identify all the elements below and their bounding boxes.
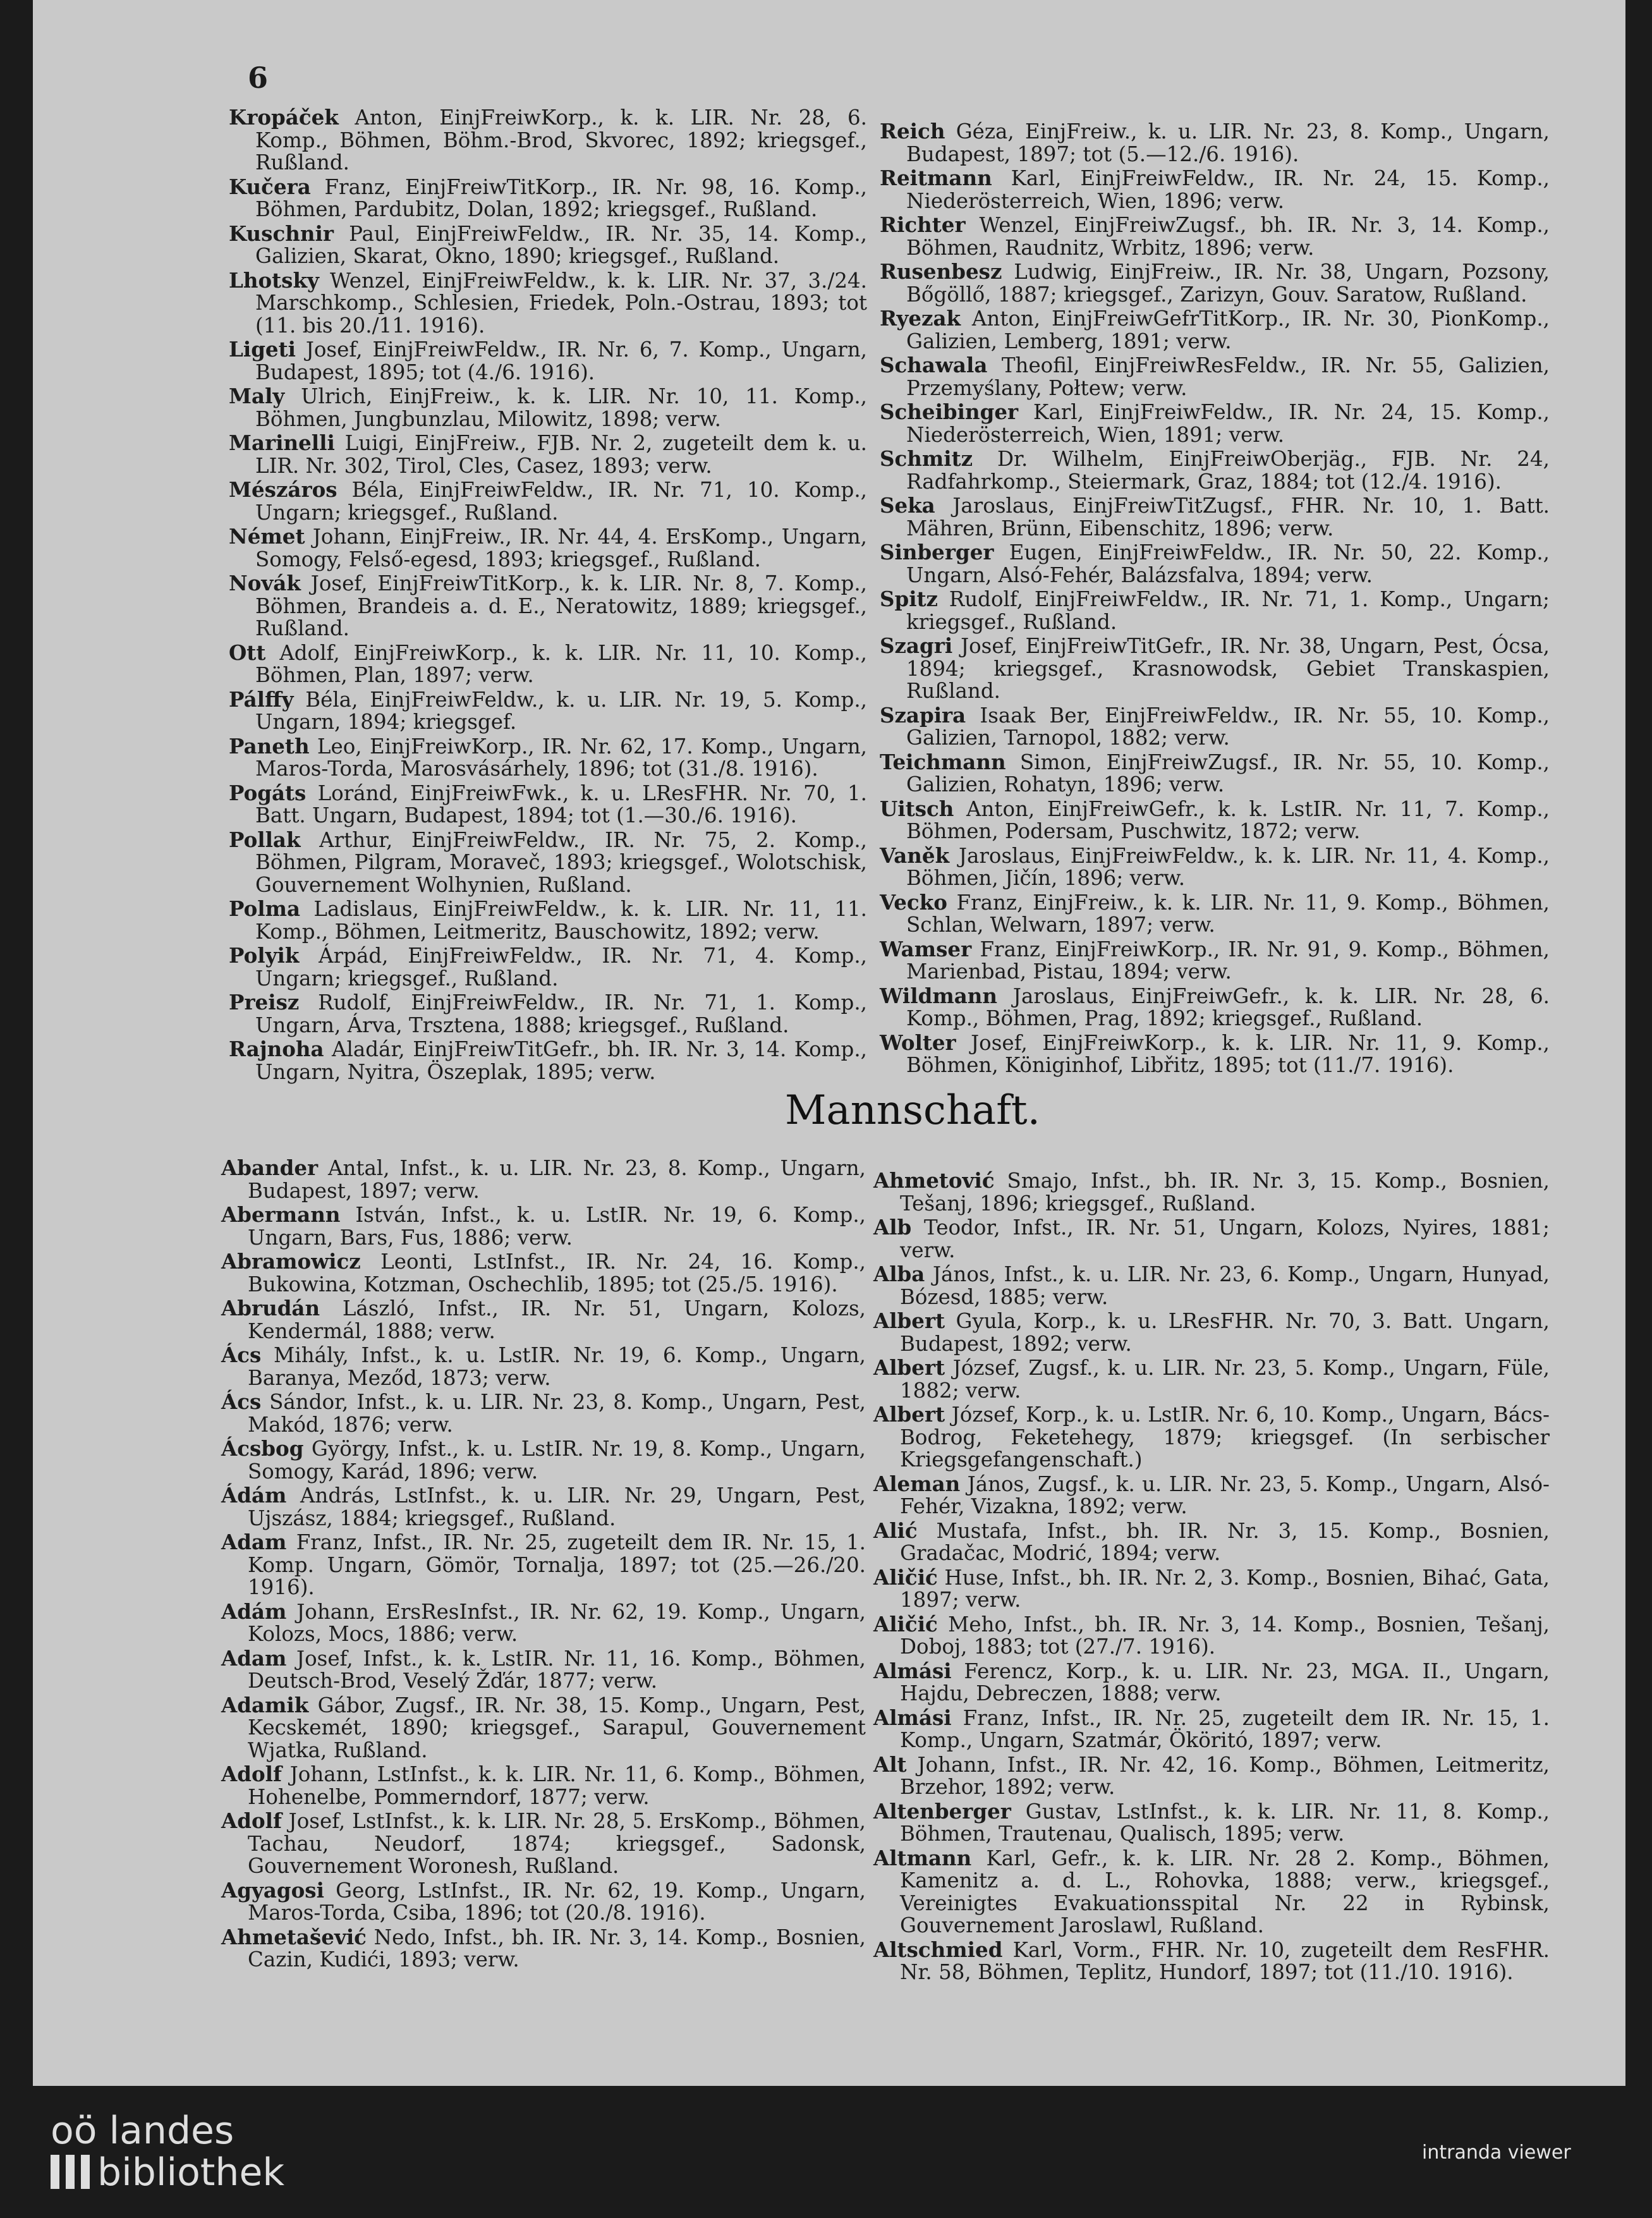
record-surname: Alt <box>873 1752 907 1777</box>
record-details: Karl, Vorm., FHR. Nr. 10, zugeteilt dem ResFHR. Nr. 58, Böhmen, Teplitz, Hundorf, 1897; tot (11./10. 1916). <box>900 1937 1550 1984</box>
record-entry <box>229 176 867 221</box>
record-surname: Ács <box>221 1343 262 1367</box>
record-details: Paul, EinjFreiwFeldw., IR. Nr. 35, 14. Komp., Galizien, Skarat, Okno, 1890; kriegsgef., Rußland. <box>255 221 867 268</box>
record-details: Franz, Infst., IR. Nr. 25, zugeteilt dem IR. Nr. 15, 1. Komp. Ungarn, Gömör, Tornalja, 1897; tot (25.—26./20. 1916). <box>248 1530 866 1599</box>
record-entry <box>873 1800 1550 1846</box>
record-entry <box>229 269 867 338</box>
record-surname: Spitz <box>880 587 938 611</box>
record-details: Jaroslaus, EinjFreiwFeldw., k. k. LIR. Nr. 11, 4. Komp., Böhmen, Jičín, 1896; verw. <box>906 843 1550 890</box>
record-details: János, Infst., k. u. LIR. Nr. 23, 6. Komp., Ungarn, Hunyad, Bózesd, 1885; verw. <box>900 1262 1550 1309</box>
record-entry <box>880 1032 1550 1077</box>
record-surname: Polma <box>229 896 301 921</box>
record-surname: Abramowicz <box>221 1249 361 1274</box>
record-details: Anton, EinjFreiwKorp., k. k. LIR. Nr. 28, 6. Komp., Böhmen, Böhm.-Brod, Skvorec, 1892; kriegsgef., Rußland. <box>255 106 867 174</box>
record-details: Jaroslaus, EinjFreiwTitZugsf., FHR. Nr. 10, 1. Batt. Mähren, Brünn, Eibenschitz, 1896; verw. <box>906 494 1550 540</box>
record-details: András, LstInfst., k. u. LIR. Nr. 29, Ungarn, Pest, Ujszász, 1884; kriegsgef., Rußland. <box>248 1484 866 1530</box>
record-surname: Schawala <box>880 353 988 377</box>
document-page <box>33 0 1625 2086</box>
record-surname: Vaněk <box>880 843 950 868</box>
record-entry <box>880 704 1550 750</box>
record-entry <box>221 1391 866 1436</box>
record-surname: Sinberger <box>880 540 994 564</box>
record-surname: Mészáros <box>229 477 337 502</box>
record-entry <box>221 1344 866 1389</box>
record-entry <box>873 1169 1550 1215</box>
record-details: Franz, Infst., IR. Nr. 25, zugeteilt dem IR. Nr. 15, 1. Komp., Ungarn, Szatmár, Ököritó, 1897; verw. <box>900 1705 1550 1752</box>
record-surname: Albert <box>873 1402 945 1427</box>
record-entry <box>229 898 867 943</box>
record-details: Josef, EinjFreiwTitKorp., k. k. LIR. Nr. 8, 7. Komp., Böhmen, Brandeis a. d. E., Neratowitz, 1889; kriegsgef., Rußland. <box>255 571 867 640</box>
record-entry <box>221 1297 866 1343</box>
record-details: Mihály, Infst., k. u. LstIR. Nr. 19, 6. Komp., Ungarn, Baranya, Meződ, 1873; verw. <box>248 1343 866 1390</box>
record-surname: Albert <box>873 1308 945 1333</box>
record-entry <box>873 1473 1550 1518</box>
record-details: József, Zugsf., k. u. LIR. Nr. 23, 5. Komp., Ungarn, Füle, 1882; verw. <box>900 1356 1550 1403</box>
record-surname: Teichmann <box>880 749 1006 774</box>
record-entry <box>873 1847 1550 1937</box>
record-surname: Almási <box>873 1705 952 1730</box>
record-entry <box>229 688 867 734</box>
record-details: Ferencz, Korp., k. u. LIR. Nr. 23, MGA. II., Ungarn, Hajdu, Debreczen, 1888; verw. <box>900 1659 1550 1705</box>
record-surname: Uitsch <box>880 796 954 821</box>
record-surname: Kropáček <box>229 105 339 130</box>
record-surname: Adam <box>221 1530 287 1554</box>
record-details: Josef, EinjFreiwKorp., k. k. LIR. Nr. 11, 9. Komp., Böhmen, Königinhof, Libřitz, 1895; tot (11./7. 1916). <box>906 1030 1550 1077</box>
record-surname: Preisz <box>229 990 300 1015</box>
record-details: Johann, Infst., IR. Nr. 42, 16. Komp., Böhmen, Leitmeritz, Brzehor, 1892; verw. <box>900 1752 1550 1799</box>
record-surname: Abrudán <box>221 1296 320 1320</box>
record-entry <box>221 1600 866 1646</box>
record-details: Huse, Infst., bh. IR. Nr. 2, 3. Komp., Bosnien, Bihać, Gata, 1897; verw. <box>900 1565 1550 1612</box>
record-details: Árpád, EinjFreiwFeldw., IR. Nr. 71, 4. Komp., Ungarn; kriegsgef., Rußland. <box>255 944 867 990</box>
record-entry <box>221 1647 866 1693</box>
record-surname: Marinelli <box>229 430 335 455</box>
record-surname: Wolter <box>880 1030 956 1055</box>
record-surname: Ahmetašević <box>221 1924 367 1949</box>
record-surname: Wamser <box>880 936 972 961</box>
record-details: Adolf, EinjFreiwKorp., k. k. LIR. Nr. 11, 10. Komp., Böhmen, Plan, 1897; verw. <box>255 640 867 687</box>
record-entry <box>873 1520 1550 1565</box>
record-surname: Adolf <box>221 1808 282 1833</box>
viewer-brand[interactable]: intranda viewer <box>1422 2142 1571 2164</box>
record-surname: Wildmann <box>880 983 998 1008</box>
record-entry <box>221 1531 866 1599</box>
record-entry <box>873 1356 1550 1402</box>
record-entry <box>873 1263 1550 1308</box>
record-details: Béla, EinjFreiwFeldw., k. u. LIR. Nr. 19, 5. Komp., Ungarn, 1894; kriegsgef. <box>255 687 867 734</box>
record-entry <box>229 432 867 477</box>
record-entry <box>229 478 867 524</box>
record-surname: Adamik <box>221 1692 309 1717</box>
record-details: Meho, Infst., bh. IR. Nr. 3, 14. Komp., Bosnien, Tešanj, Doboj, 1883; tot (27./7. 1916). <box>900 1612 1550 1659</box>
record-entry <box>873 1613 1550 1659</box>
record-details: Josef, EinjFreiwTitGefr., IR. Nr. 38, Ungarn, Pest, Ócsa, 1894; kriegsgef., Krasnowodsk, Gebiet Transkaspien, Rußland. <box>906 634 1550 703</box>
record-details: Béla, EinjFreiwFeldw., IR. Nr. 71, 10. Komp., Ungarn; kriegsgef., Rußland. <box>255 478 867 525</box>
record-details: Rudolf, EinjFreiwFeldw., IR. Nr. 71, 1. Komp., Ungarn; kriegsgef., Rußland. <box>906 587 1550 634</box>
record-details: Karl, Gefr., k. k. LIR. Nr. 28 2. Komp., Böhmen, Kamenitz a. d. L., Rohovka, 1888; verw., kriegsgef., Vereinigtes Evakuationsspital Nr. 22 in Rybinsk, Gouvernement Jaroslawl, Rußland. <box>900 1846 1550 1937</box>
record-surname: Pálffy <box>229 686 294 712</box>
record-surname: Pollak <box>229 827 301 852</box>
record-surname: Ligeti <box>229 337 296 362</box>
record-entry <box>221 1203 866 1249</box>
record-entry <box>880 494 1550 540</box>
record-surname: Aličić <box>873 1611 938 1636</box>
record-surname: Szagri <box>880 633 953 658</box>
record-details: Dr. Wilhelm, EinjFreiwOberjäg., FJB. Nr. 24, Radfahrkomp., Steiermark, Graz, 1884; tot (12./4. 1916). <box>906 447 1550 494</box>
record-entry <box>880 448 1550 493</box>
record-entry <box>880 844 1550 890</box>
record-entry <box>873 1939 1550 1984</box>
record-details: Franz, EinjFreiwTitKorp., IR. Nr. 98, 16. Komp., Böhmen, Pardubitz, Dolan, 1892; kriegsgef., Rußland. <box>255 174 867 221</box>
record-entry <box>221 1157 866 1202</box>
record-surname: Reich <box>880 119 945 143</box>
record-entry <box>229 222 867 268</box>
record-entry <box>221 1879 866 1925</box>
record-details: Géza, EinjFreiw., k. u. LIR. Nr. 23, 8. Komp., Ungarn, Budapest, 1897; tot (5.—12./6. 1916). <box>906 119 1550 166</box>
record-entry <box>873 1753 1550 1799</box>
logo-line-2: bibliothek <box>97 2150 285 2195</box>
record-details: László, Infst., IR. Nr. 51, Ungarn, Kolozs, Kendermál, 1888; verw. <box>248 1296 866 1343</box>
record-surname: Rajnoha <box>229 1037 324 1061</box>
record-surname: Szapira <box>880 702 966 728</box>
record-surname: Agyagosi <box>221 1877 324 1903</box>
record-entry <box>229 735 867 781</box>
record-surname: Alba <box>873 1262 925 1286</box>
record-surname: Maly <box>229 384 285 408</box>
record-details: Ladislaus, EinjFreiwFeldw., k. k. LIR. Nr. 11, 11. Komp., Böhmen, Leitmeritz, Bauschowitz, 1892; verw. <box>255 897 867 944</box>
record-details: Gustav, LstInfst., k. k. LIR. Nr. 11, 8. Komp., Böhmen, Trautenau, Qualisch, 1895; verw. <box>900 1799 1550 1846</box>
record-surname: Altschmied <box>873 1937 1003 1962</box>
record-surname: Richter <box>880 212 966 237</box>
record-surname: Rusenbesz <box>880 259 1002 284</box>
record-details: Josef, Infst., k. k. LstIR. Nr. 11, 16. Komp., Böhmen, Deutsch-Brod, Veselý Žďár, 1877; verw. <box>248 1646 866 1693</box>
record-details: Johann, EinjFreiw., IR. Nr. 44, 4. ErsKomp., Ungarn, Somogy, Felső-egesd, 1893; kriegsgef., Rußland. <box>255 525 867 571</box>
record-details: Luigi, EinjFreiw., FJB. Nr. 2, zugeteilt dem k. u. LIR. Nr. 302, Tirol, Cles, Casez, 1893; verw. <box>255 431 867 478</box>
record-surname: Alić <box>873 1518 918 1543</box>
record-details: Loránd, EinjFreiwFwk., k. u. LResFHR. Nr. 70, 1. Batt. Ungarn, Budapest, 1894; tot (1.—30./6. 1916). <box>255 781 867 827</box>
record-surname: Ácsbog <box>221 1436 304 1461</box>
top-left-column <box>229 106 867 1085</box>
record-details: Leo, EinjFreiwKorp., IR. Nr. 62, 17. Komp., Ungarn, Maros-Torda, Marosvásárhely, 1896; tot (31./8. 1916). <box>255 734 867 781</box>
record-entry <box>880 401 1550 446</box>
library-logo[interactable] <box>51 2110 284 2193</box>
record-surname: Adolf <box>221 1762 282 1786</box>
record-entry <box>229 572 867 640</box>
record-entry <box>873 1403 1550 1472</box>
record-details: József, Korp., k. u. LstIR. Nr. 6, 10. Komp., Ungarn, Bács-Bodrog, Feketehegy, 1879; kriegsgef. (In serbischer Kriegsgefangenschaft.) <box>900 1403 1550 1472</box>
record-details: György, Infst., k. u. LstIR. Nr. 19, 8. Komp., Ungarn, Somogy, Karád, 1896; verw. <box>248 1437 866 1484</box>
logo-bars-icon <box>51 2155 91 2189</box>
record-surname: Pogáts <box>229 780 307 805</box>
logo-line-1: oö landes <box>51 2109 234 2153</box>
record-entry <box>873 1660 1550 1705</box>
top-right-column <box>880 120 1550 1078</box>
record-surname: Polyik <box>229 943 300 968</box>
record-details: Ulrich, EinjFreiw., k. k. LIR. Nr. 10, 11. Komp., Böhmen, Jungbunzlau, Milowitz, 1898; verw. <box>255 384 867 431</box>
record-details: Mustafa, Infst., bh. IR. Nr. 3, 15. Komp., Bosnien, Gradačac, Modrić, 1894; verw. <box>900 1518 1550 1565</box>
record-surname: Ács <box>221 1389 262 1414</box>
record-details: Ludwig, EinjFreiw., IR. Nr. 38, Ungarn, Pozsony, Bőgöllő, 1887; kriegsgef., Zarizyn, Gouv. Saratow, Rußland. <box>906 260 1550 307</box>
record-entry <box>221 1250 866 1296</box>
record-details: Nedo, Infst., bh. IR. Nr. 3, 14. Komp., Bosnien, Cazin, Kudići, 1893; verw. <box>248 1925 866 1971</box>
record-entry <box>880 260 1550 306</box>
record-entry <box>221 1437 866 1483</box>
record-entry <box>880 541 1550 587</box>
record-details: Leonti, LstInfst., IR. Nr. 24, 16. Komp., Bukowina, Kotzman, Oschechlib, 1895; tot (25./5. 1916). <box>248 1250 866 1296</box>
record-entry <box>880 167 1550 212</box>
record-surname: Német <box>229 524 305 549</box>
record-entry <box>873 1310 1550 1355</box>
record-details: Karl, EinjFreiwFeldw., IR. Nr. 24, 15. Komp., Niederösterreich, Wien, 1891; verw. <box>906 400 1550 447</box>
record-details: Anton, EinjFreiwGefrTitKorp., IR. Nr. 30, PionKomp., Galizien, Lemberg, 1891; verw. <box>906 307 1550 353</box>
record-details: Johann, ErsResInfst., IR. Nr. 62, 19. Komp., Ungarn, Kolozs, Mocs, 1886; verw. <box>248 1599 866 1646</box>
record-surname: Reitmann <box>880 166 992 190</box>
record-details: Jaroslaus, EinjFreiwGefr., k. k. LIR. Nr. 28, 6. Komp., Böhmen, Prag, 1892; kriegsgef., Rußland. <box>906 984 1550 1030</box>
record-surname: Altenberger <box>873 1798 1011 1824</box>
record-entry <box>229 106 867 174</box>
record-entry <box>229 525 867 571</box>
record-entry <box>880 307 1550 353</box>
record-details: Simon, EinjFreiwZugsf., IR. Nr. 55, 10. Komp., Galizien, Rohatyn, 1896; verw. <box>906 750 1550 796</box>
record-surname: Schmitz <box>880 446 973 471</box>
record-details: István, Infst., k. u. LstIR. Nr. 19, 6. Komp., Ungarn, Bars, Fus, 1886; verw. <box>248 1203 866 1250</box>
record-details: Franz, EinjFreiwKorp., IR. Nr. 91, 9. Komp., Böhmen, Marienbad, Pistau, 1894; verw. <box>906 937 1550 984</box>
record-surname: Abermann <box>221 1202 341 1227</box>
record-entry <box>880 354 1550 399</box>
record-details: Gábor, Zugsf., IR. Nr. 38, 15. Komp., Ungarn, Pest, Kecskemét, 1890; kriegsgef., Sarapul, Gouvernement Wjatka, Rußland. <box>248 1693 866 1762</box>
record-details: Wenzel, EinjFreiwZugsf., bh. IR. Nr. 3, 14. Komp., Böhmen, Raudnitz, Wrbitz, 1896; verw. <box>906 213 1550 260</box>
record-details: Aladár, EinjFreiwTitGefr., bh. IR. Nr. 3, 14. Komp., Ungarn, Nyitra, Öszeplak, 1895; verw. <box>255 1037 867 1084</box>
record-surname: Alb <box>873 1215 912 1240</box>
record-surname: Abander <box>221 1155 319 1180</box>
record-surname: Kučera <box>229 174 311 199</box>
record-entry <box>873 1566 1550 1612</box>
record-details: Antal, Infst., k. u. LIR. Nr. 23, 8. Komp., Ungarn, Budapest, 1897; verw. <box>248 1156 866 1203</box>
record-details: Josef, LstInfst., k. k. LIR. Nr. 28, 5. ErsKomp., Böhmen, Tachau, Neudorf, 1874; kriegsgef., Sadonsk, Gouvernement Woronesh, Rußland. <box>248 1809 866 1878</box>
record-details: Isaak Ber, EinjFreiwFeldw., IR. Nr. 55, 10. Komp., Galizien, Tarnopol, 1882; verw. <box>906 703 1550 750</box>
record-surname: Lhotsky <box>229 267 319 293</box>
record-entry <box>229 1038 867 1083</box>
record-details: Teodor, Infst., IR. Nr. 51, Ungarn, Kolozs, Nyires, 1881; verw. <box>900 1216 1550 1262</box>
record-surname: Ott <box>229 640 266 665</box>
record-entry <box>880 214 1550 259</box>
record-surname: Novák <box>229 571 301 595</box>
record-entry <box>880 985 1550 1030</box>
record-entry <box>221 1810 866 1878</box>
record-details: Eugen, EinjFreiwFeldw., IR. Nr. 50, 22. Komp., Ungarn, Alsó-Fehér, Balázsfalva, 1894; verw. <box>906 540 1550 587</box>
record-entry <box>229 338 867 384</box>
record-surname: Adám <box>221 1599 287 1624</box>
record-surname: Aličić <box>873 1564 938 1590</box>
record-surname: Ryezak <box>880 306 961 331</box>
record-entry <box>229 642 867 687</box>
record-details: Smajo, Infst., bh. IR. Nr. 3, 15. Komp., Bosnien, Tešanj, 1896; kriegsgef., Rußland. <box>900 1169 1550 1216</box>
record-surname: Scheibinger <box>880 399 1019 424</box>
record-entry <box>880 635 1550 703</box>
record-details: János, Zugsf., k. u. LIR. Nr. 23, 5. Komp., Ungarn, Alsó-Fehér, Vizakna, 1892; verw. <box>900 1472 1550 1518</box>
record-details: Karl, EinjFreiwFeldw., IR. Nr. 24, 15. Komp., Niederösterreich, Wien, 1896; verw. <box>906 166 1550 213</box>
page-number: 6 <box>248 61 269 95</box>
record-entry <box>221 1763 866 1808</box>
record-entry <box>221 1926 866 1971</box>
record-details: Sándor, Infst., k. u. LIR. Nr. 23, 8. Komp., Ungarn, Pest, Makód, 1876; verw. <box>248 1390 866 1437</box>
record-entry <box>873 1216 1550 1262</box>
bottom-left-column <box>221 1157 866 1973</box>
record-entry <box>880 798 1550 843</box>
record-entry <box>229 991 867 1037</box>
bottom-right-column <box>873 1169 1550 1985</box>
record-details: Gyula, Korp., k. u. LResFHR. Nr. 70, 3. Batt. Ungarn, Budapest, 1892; verw. <box>900 1309 1550 1356</box>
record-details: Rudolf, EinjFreiwFeldw., IR. Nr. 71, 1. Komp., Ungarn, Árva, Trsztena, 1888; kriegsgef., Rußland. <box>255 990 867 1037</box>
record-surname: Seka <box>880 493 935 518</box>
record-entry <box>221 1694 866 1762</box>
record-surname: Adam <box>221 1645 287 1671</box>
record-details: Arthur, EinjFreiwFeldw., IR. Nr. 75, 2. Komp., Böhmen, Pilgram, Moraveč, 1893; kriegsgef., Wolotschisk, Gouvernement Wolhynien, Rußland. <box>255 827 867 897</box>
record-surname: Ádám <box>221 1483 287 1508</box>
record-surname: Albert <box>873 1355 945 1380</box>
record-details: Wenzel, EinjFreiwFeldw., k. k. LIR. Nr. 37, 3./24. Marschkomp., Schlesien, Friedek, Poln.-Ostrau, 1893; tot (11. bis 20./11. 1916). <box>255 268 867 338</box>
record-surname: Almási <box>873 1658 952 1683</box>
record-details: Theofil, EinjFreiwResFeldw., IR. Nr. 55, Galizien, Przemyślany, Połtew; verw. <box>906 353 1550 400</box>
record-surname: Paneth <box>229 733 310 759</box>
record-entry <box>880 751 1550 796</box>
record-entry <box>880 891 1550 937</box>
record-details: Georg, LstInfst., IR. Nr. 62, 19. Komp., Ungarn, Maros-Torda, Csiba, 1896; tot (20./8. 1916). <box>248 1878 866 1925</box>
record-surname: Aleman <box>873 1471 961 1496</box>
record-entry <box>229 782 867 827</box>
record-entry <box>229 829 867 897</box>
record-surname: Vecko <box>880 889 947 915</box>
record-entry <box>880 120 1550 166</box>
section-heading: Mannschaft. <box>785 1087 1040 1134</box>
record-entry <box>229 944 867 990</box>
record-entry <box>880 938 1550 984</box>
record-surname: Altmann <box>873 1845 972 1870</box>
record-details: Johann, LstInfst., k. k. LIR. Nr. 11, 6. Komp., Böhmen, Hohenelbe, Pommerndorf, 1877; verw. <box>248 1762 866 1809</box>
record-surname: Ahmetović <box>873 1168 995 1193</box>
record-details: Anton, EinjFreiwGefr., k. k. LstIR. Nr. 11, 7. Komp., Böhmen, Podersam, Puschwitz, 1872; verw. <box>906 796 1550 843</box>
record-entry <box>221 1484 866 1530</box>
record-entry <box>229 385 867 430</box>
record-entry <box>873 1707 1550 1752</box>
record-entry <box>880 588 1550 633</box>
record-details: Franz, EinjFreiw., k. k. LIR. Nr. 11, 9. Komp., Böhmen, Schlan, Welwarn, 1897; verw. <box>906 890 1550 937</box>
record-surname: Kuschnir <box>229 221 334 246</box>
record-details: Josef, EinjFreiwFeldw., IR. Nr. 6, 7. Komp., Ungarn, Budapest, 1895; tot (4./6. 1916). <box>255 338 867 384</box>
